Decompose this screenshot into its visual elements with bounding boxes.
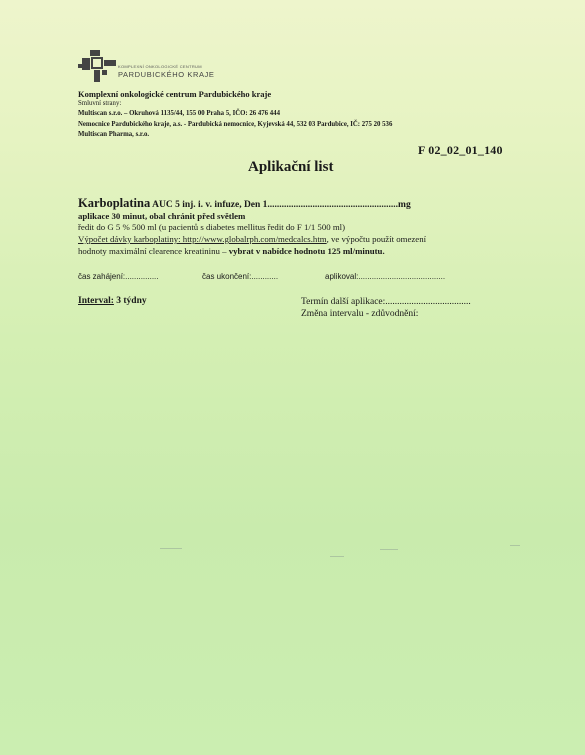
interval-change-reason: Změna intervalu - zdůvodnění: [301,309,419,319]
org-name: Komplexní onkologické centrum Pardubického kraje [78,89,272,99]
contract-party-1: Multiscan s.r.o. – Okruhová 1135/44, 155 00 Praha 5, IČO: 26 476 444 [78,110,280,117]
scan-mark [330,556,344,557]
applied-by-field: aplikoval:....................................... [325,272,446,281]
logo-subtitle: KOMPLEXNÍ ONKOLOGICKÉ CENTRUM [118,64,202,69]
page-title: Aplikační list [248,159,334,175]
drug-dilution: ředit do G 5 % 500 ml (u pacientů s diabetes mellitus ředit do F 1/1 500 ml) [78,222,346,232]
logo-title: PARDUBICKÉHO KRAJE [118,70,215,79]
contract-party-2: Nemocnice Pardubického kraje, a.s. - Pardubická nemocnice, Kyjevská 44, 532 03 Pardubice, IČ: 275 20 536 [78,121,393,128]
hospital-cross-logo-icon [76,50,118,84]
clearance-line [78,246,385,256]
start-time-field: čas zahájení:............... [78,272,159,281]
end-time-field: čas ukončení:............ [202,272,279,281]
interval-value: 3 týdny [116,296,147,306]
scan-mark [380,549,398,550]
dose-calc-rest: , ve výpočtu použít omezení [326,234,427,244]
drug-details: AUC 5 inj. i. v. infuze, Den 1.......................................................mg [152,200,411,210]
contract-party-3: Multiscan Pharma, s.r.o. [78,131,150,138]
clearance-bold: vybrat v nabídce hodnotu 125 ml/minutu. [228,246,385,256]
scan-mark [510,545,520,546]
drug-name: Karboplatina [78,196,151,210]
interval-line [78,296,147,306]
drug-line [78,196,411,211]
next-application-field: Termín další aplikace:.................................... [301,297,471,307]
document-code: F 02_02_01_140 [418,143,503,157]
dose-calc-line [78,234,426,244]
drug-application: aplikace 30 minut, obal chránit před světlem [78,211,246,221]
dose-calc-link[interactable]: Výpočet dávky karboplatiny: http://www.globalrph.com/medcalcs.htm [78,234,327,244]
contract-label: Smluvní strany: [78,100,122,107]
scan-mark [160,548,182,549]
clearance-text: hodnoty maximální clearence kreatininu – [78,246,229,256]
interval-label: Interval: [78,296,114,306]
